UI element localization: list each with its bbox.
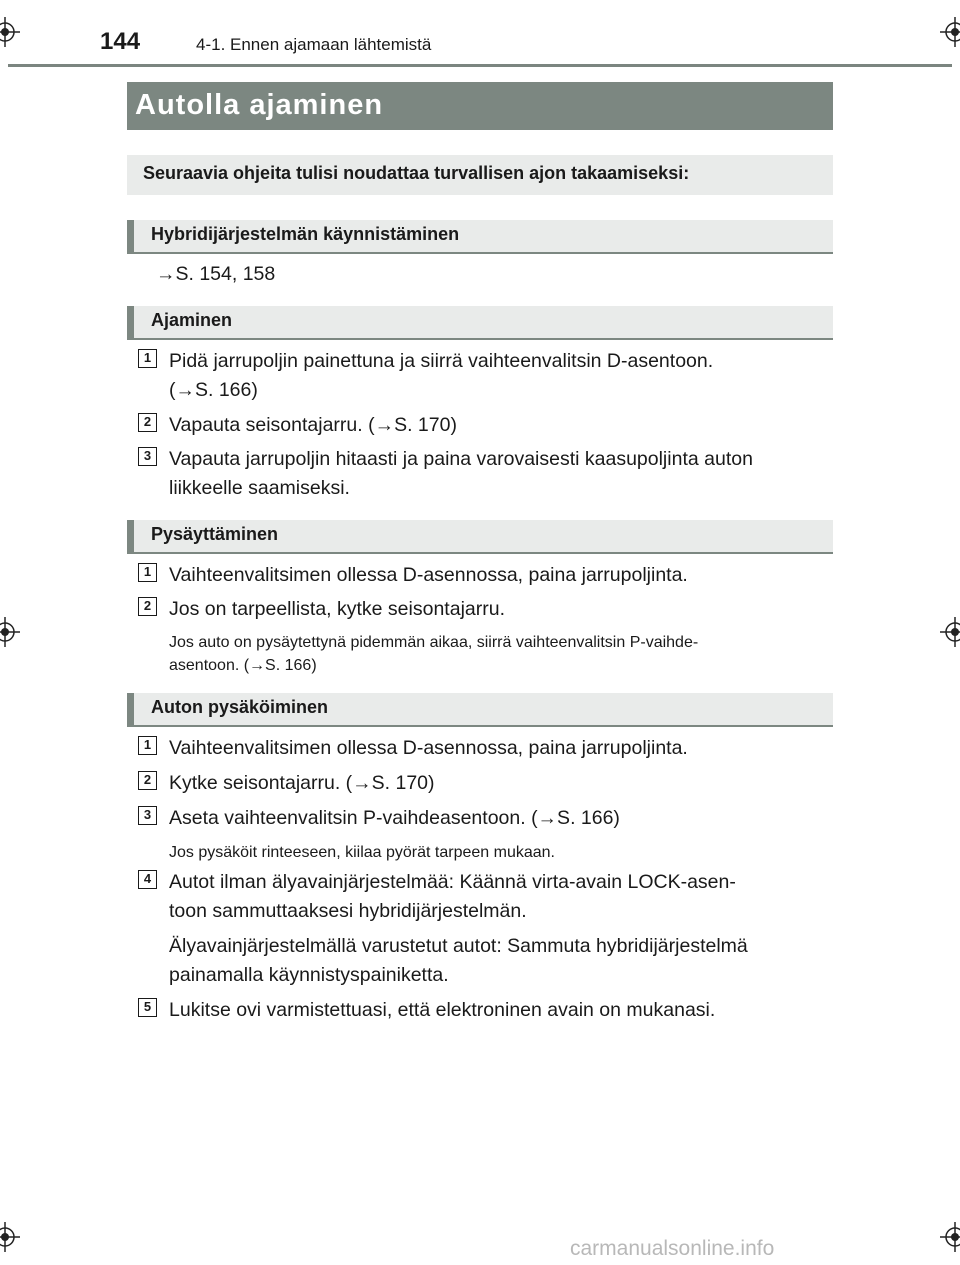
note-text: asentoon. (→S. 166) xyxy=(169,657,317,674)
heading-parking: Auton pysäköiminen xyxy=(127,693,833,727)
registration-mark-icon xyxy=(940,17,960,47)
step-text: Kytke seisontajarru. (→S. 170) xyxy=(169,772,435,794)
heading-driving: Ajaminen xyxy=(127,306,833,340)
step-number: 2 xyxy=(138,597,157,616)
step-text: Vapauta jarrupoljin hitaasti ja paina varovaisesti kaasupoljinta auton xyxy=(169,448,753,470)
registration-mark-icon xyxy=(940,617,960,647)
heading-start: Hybridijärjestelmän käynnistäminen xyxy=(127,220,833,254)
step-number: 3 xyxy=(138,806,157,825)
intro-box: Seuraavia ohjeita tulisi noudattaa turvallisen ajon takaamiseksi: xyxy=(127,155,833,195)
heading-stopping: Pysäyttäminen xyxy=(127,520,833,554)
header-divider xyxy=(8,64,952,67)
step-text: (→S. 166) xyxy=(169,379,258,401)
page-number: 144 xyxy=(100,28,141,55)
step-number: 5 xyxy=(138,998,157,1017)
step-text: Jos on tarpeellista, kytke seisontajarru. xyxy=(169,598,505,620)
start-reference: →S. 154, 158 xyxy=(156,263,276,285)
step-text: Autot ilman älyavainjärjestelmää: Käännä virta-avain LOCK-asen- xyxy=(169,871,736,893)
step-text: Aseta vaihteenvalitsin P-vaihdeasentoon. (→S. 166) xyxy=(169,807,620,829)
step-number: 2 xyxy=(138,771,157,790)
registration-mark-icon xyxy=(0,1222,20,1252)
step-number: 4 xyxy=(138,870,157,889)
step-number: 3 xyxy=(138,447,157,466)
registration-mark-icon xyxy=(0,617,20,647)
step-number: 1 xyxy=(138,736,157,755)
step-number: 2 xyxy=(138,413,157,432)
note-text: Jos pysäköit rinteeseen, kiilaa pyörät tarpeen mukaan. xyxy=(169,844,555,861)
registration-mark-icon xyxy=(940,1222,960,1252)
step-text: painamalla käynnistyspainiketta. xyxy=(169,964,449,986)
step-number: 1 xyxy=(138,563,157,582)
step-text: Vaihteenvalitsimen ollessa D-asennossa, paina jarrupoljinta. xyxy=(169,737,688,759)
page-title: Autolla ajaminen xyxy=(127,82,833,130)
step-text: toon sammuttaaksesi hybridijärjestelmän. xyxy=(169,900,527,922)
step-number: 1 xyxy=(138,349,157,368)
step-text: Älyavainjärjestelmällä varustetut autot: Sammuta hybridijärjestelmä xyxy=(169,935,748,957)
watermark: carmanualsonline.info xyxy=(570,1237,775,1260)
section-path: 4-1. Ennen ajamaan lähtemistä xyxy=(196,35,432,54)
step-text: Vapauta seisontajarru. (→S. 170) xyxy=(169,414,457,436)
step-text: liikkeelle saamiseksi. xyxy=(169,477,350,499)
note-text: Jos auto on pysäytettynä pidemmän aikaa, siirrä vaihteenvalitsin P-vaihde- xyxy=(169,634,699,651)
step-text: Lukitse ovi varmistettuasi, että elektroninen avain on mukanasi. xyxy=(169,999,716,1021)
step-text: Vaihteenvalitsimen ollessa D-asennossa, paina jarrupoljinta. xyxy=(169,564,688,586)
step-text: Pidä jarrupoljin painettuna ja siirrä vaihteenvalitsin D-asentoon. xyxy=(169,350,714,372)
registration-mark-icon xyxy=(0,17,20,47)
